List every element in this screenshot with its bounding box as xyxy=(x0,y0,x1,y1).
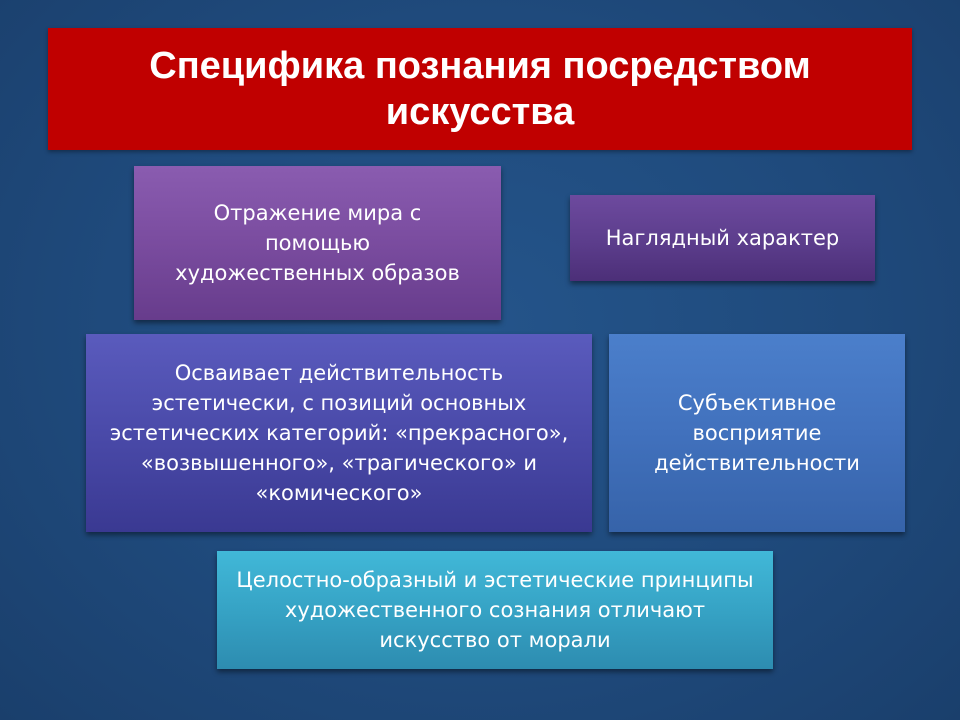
slide-title: Специфика познания посредством искусства xyxy=(149,45,811,133)
box-text: Наглядный характер xyxy=(605,226,840,250)
box-text: Отражение мира с помощью художественных образов xyxy=(175,201,460,285)
box-art-vs-morality xyxy=(217,551,773,669)
box-aesthetic-mastery xyxy=(86,334,592,532)
box-subjective-perception xyxy=(609,334,905,532)
box-text: Целостно-образный и эстетические принципы художественного сознания отличают искусство от морали xyxy=(236,568,754,652)
box-visual-character xyxy=(570,195,875,281)
box-text: Осваивает действительность эстетически, с позиций основных эстетических категорий: «прекрасного», «возвышенного», «трагического» и «комического» xyxy=(109,361,569,505)
box-reflection-of-world xyxy=(134,166,501,320)
box-text: Субъективное восприятие действительности xyxy=(654,391,860,475)
title-bar xyxy=(48,28,912,150)
